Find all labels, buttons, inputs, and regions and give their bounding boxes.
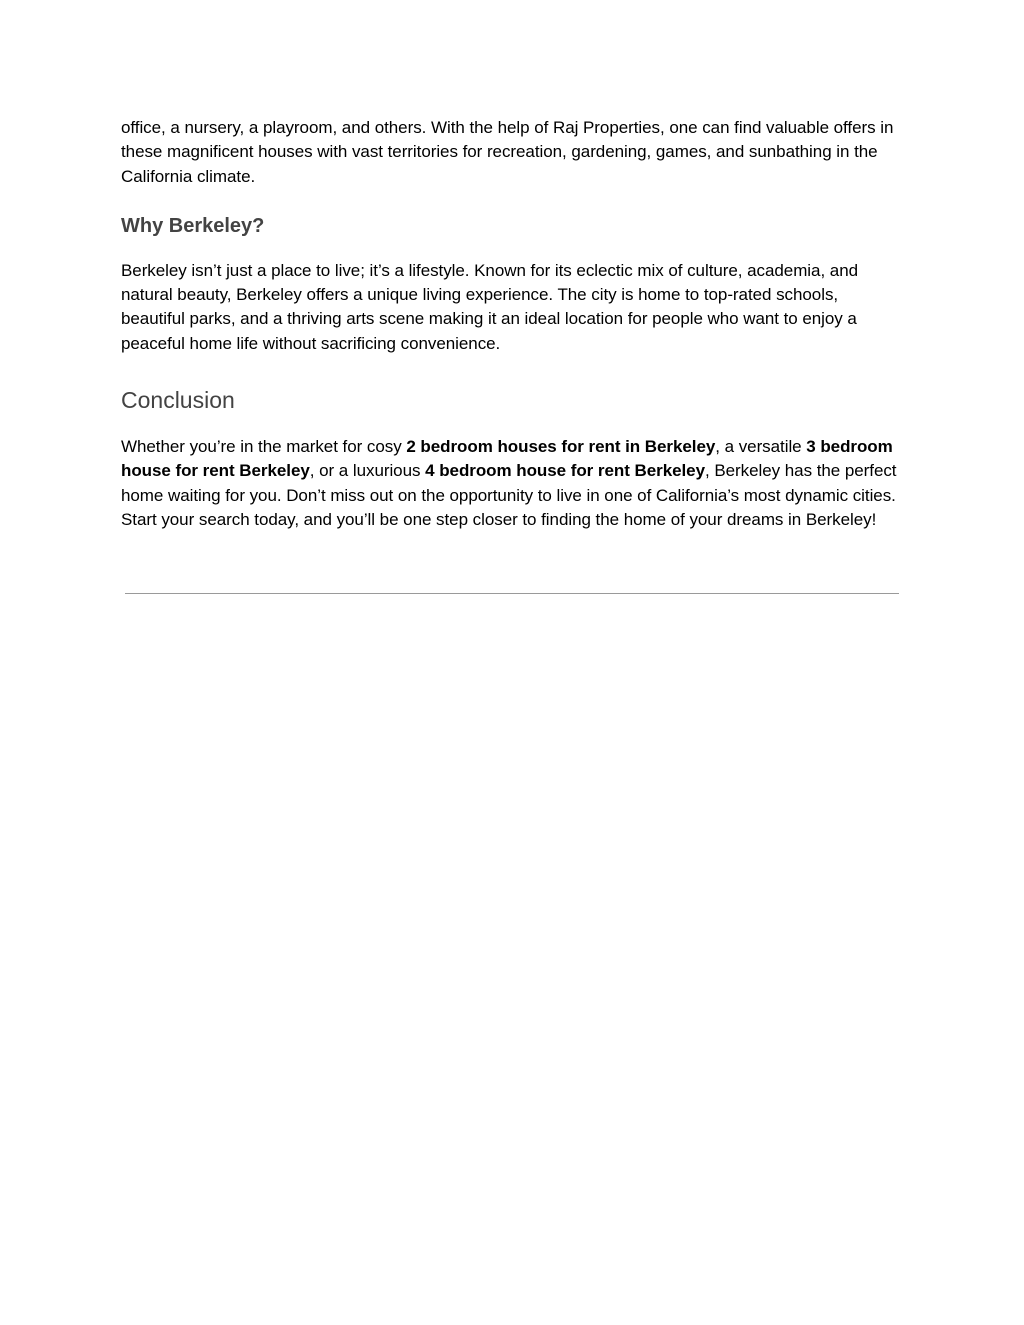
- why-berkeley-heading: Why Berkeley?: [121, 214, 265, 237]
- conclusion-text-part: , a versatile: [715, 437, 807, 457]
- conclusion-text-part: , or a luxurious: [309, 461, 426, 481]
- conclusion-text-part: Whether you’re in the market for cosy: [121, 437, 407, 457]
- conclusion-paragraph: [121, 435, 901, 532]
- why-berkeley-paragraph: Berkeley isn’t just a place to live; it’s a lifestyle. Known for its eclectic mix of culture, academia, and natural beauty, Berkeley offers a unique living experience. The city is home to top-rated schools, beautiful parks, and a thriving arts scene making it an ideal location for people who want to enjoy a peaceful home life without sacrificing convenience.: [121, 260, 858, 353]
- horizontal-divider: [125, 593, 899, 594]
- conclusion-bold-keyword: 4 bedroom house for rent Berkeley: [425, 461, 705, 481]
- conclusion-bold-keyword: 3 bedroom house for rent Berkeley: [121, 437, 893, 481]
- conclusion-bold-keyword: 2 bedroom houses for rent in Berkeley: [406, 437, 716, 457]
- document-page: [121, 116, 901, 532]
- conclusion-heading: Conclusion: [121, 387, 235, 414]
- intro-paragraph: office, a nursery, a playroom, and others. With the help of Raj Properties, one can find valuable offers in these magnificent houses with vast territories for recreation, gardening, games, and sunbathing in the California climate.: [121, 118, 894, 186]
- conclusion-text-part: , Berkeley has the perfect home waiting for you. Don’t miss out on the opportunity to live in one of California’s most dynamic cities. Start your search today, and you’ll be one step closer to finding the home of your dreams in Berkeley!: [121, 461, 897, 529]
